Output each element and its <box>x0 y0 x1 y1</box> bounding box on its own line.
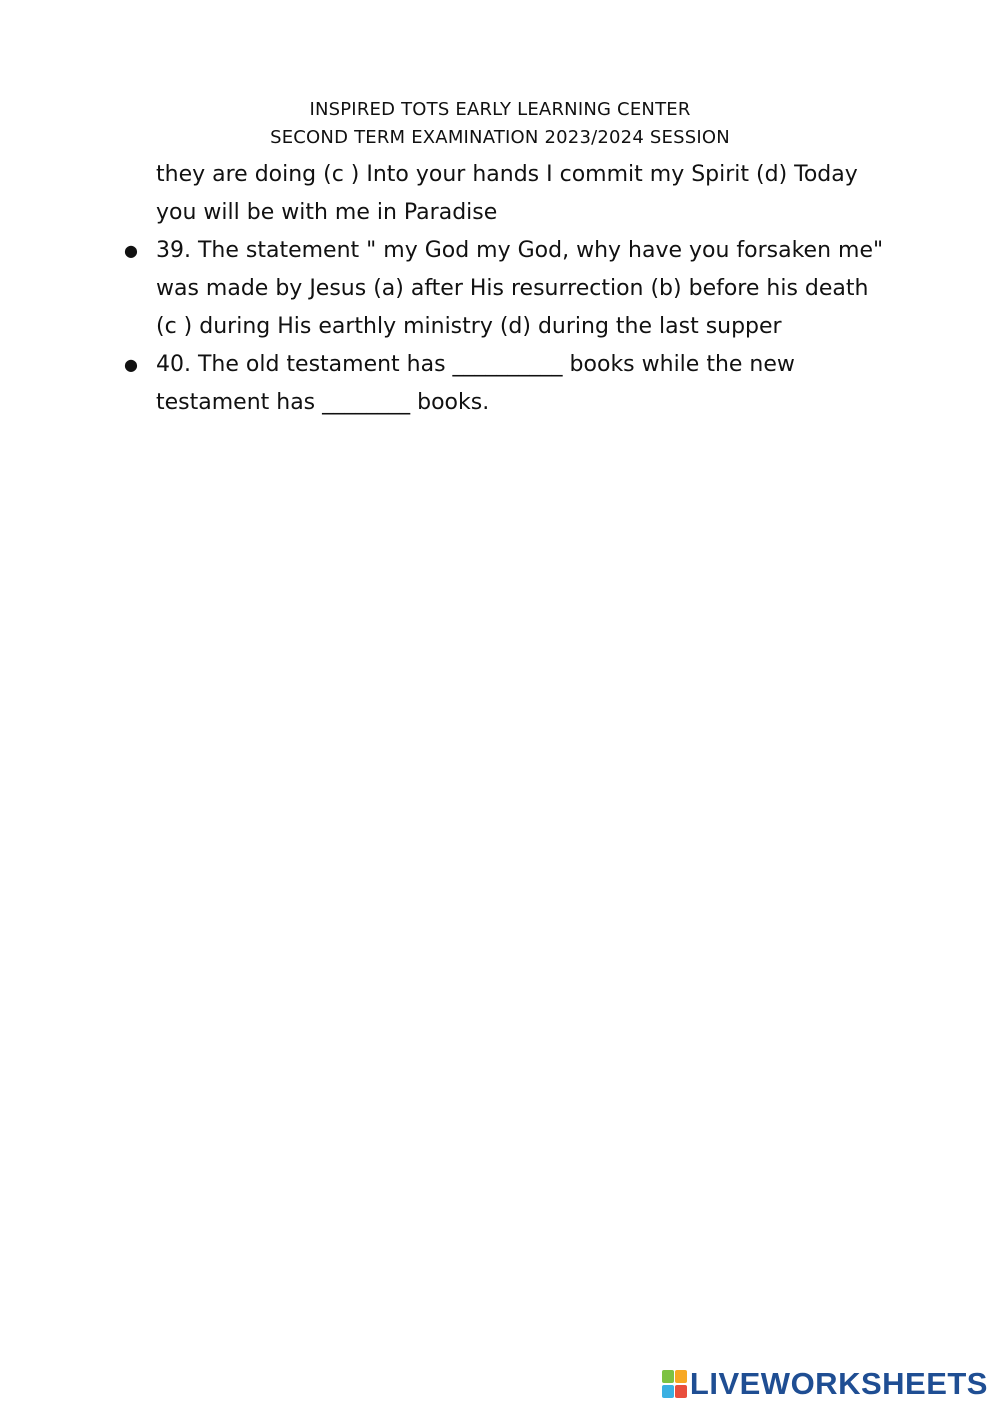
question-text: 39. The statement " my God my God, why have you forsaken me" was made by Jesus (a) after His resurrection (b) before his death (c ) during His earthly ministry (d) during the last supper <box>156 238 884 339</box>
question-list <box>124 156 896 422</box>
liveworksheets-logo-icon <box>662 1369 688 1399</box>
liveworksheets-brand <box>662 1366 988 1402</box>
question-text: 40. The old testament has __________ books while the new testament has ________ books. <box>156 352 795 415</box>
continued-question-text: they are doing (c ) Into your hands I commit my Spirit (d) Today you will be with me in Paradise <box>156 162 858 225</box>
exam-header <box>0 96 1000 152</box>
question-39 <box>124 232 896 346</box>
bullet-icon: ● <box>124 355 138 374</box>
exam-title: SECOND TERM EXAMINATION 2023/2024 SESSION <box>270 127 730 148</box>
brand-name: LIVEWORKSHEETS <box>689 1366 988 1401</box>
school-name: INSPIRED TOTS EARLY LEARNING CENTER <box>309 99 691 120</box>
question-40 <box>124 346 896 422</box>
bullet-icon: ● <box>124 241 138 260</box>
